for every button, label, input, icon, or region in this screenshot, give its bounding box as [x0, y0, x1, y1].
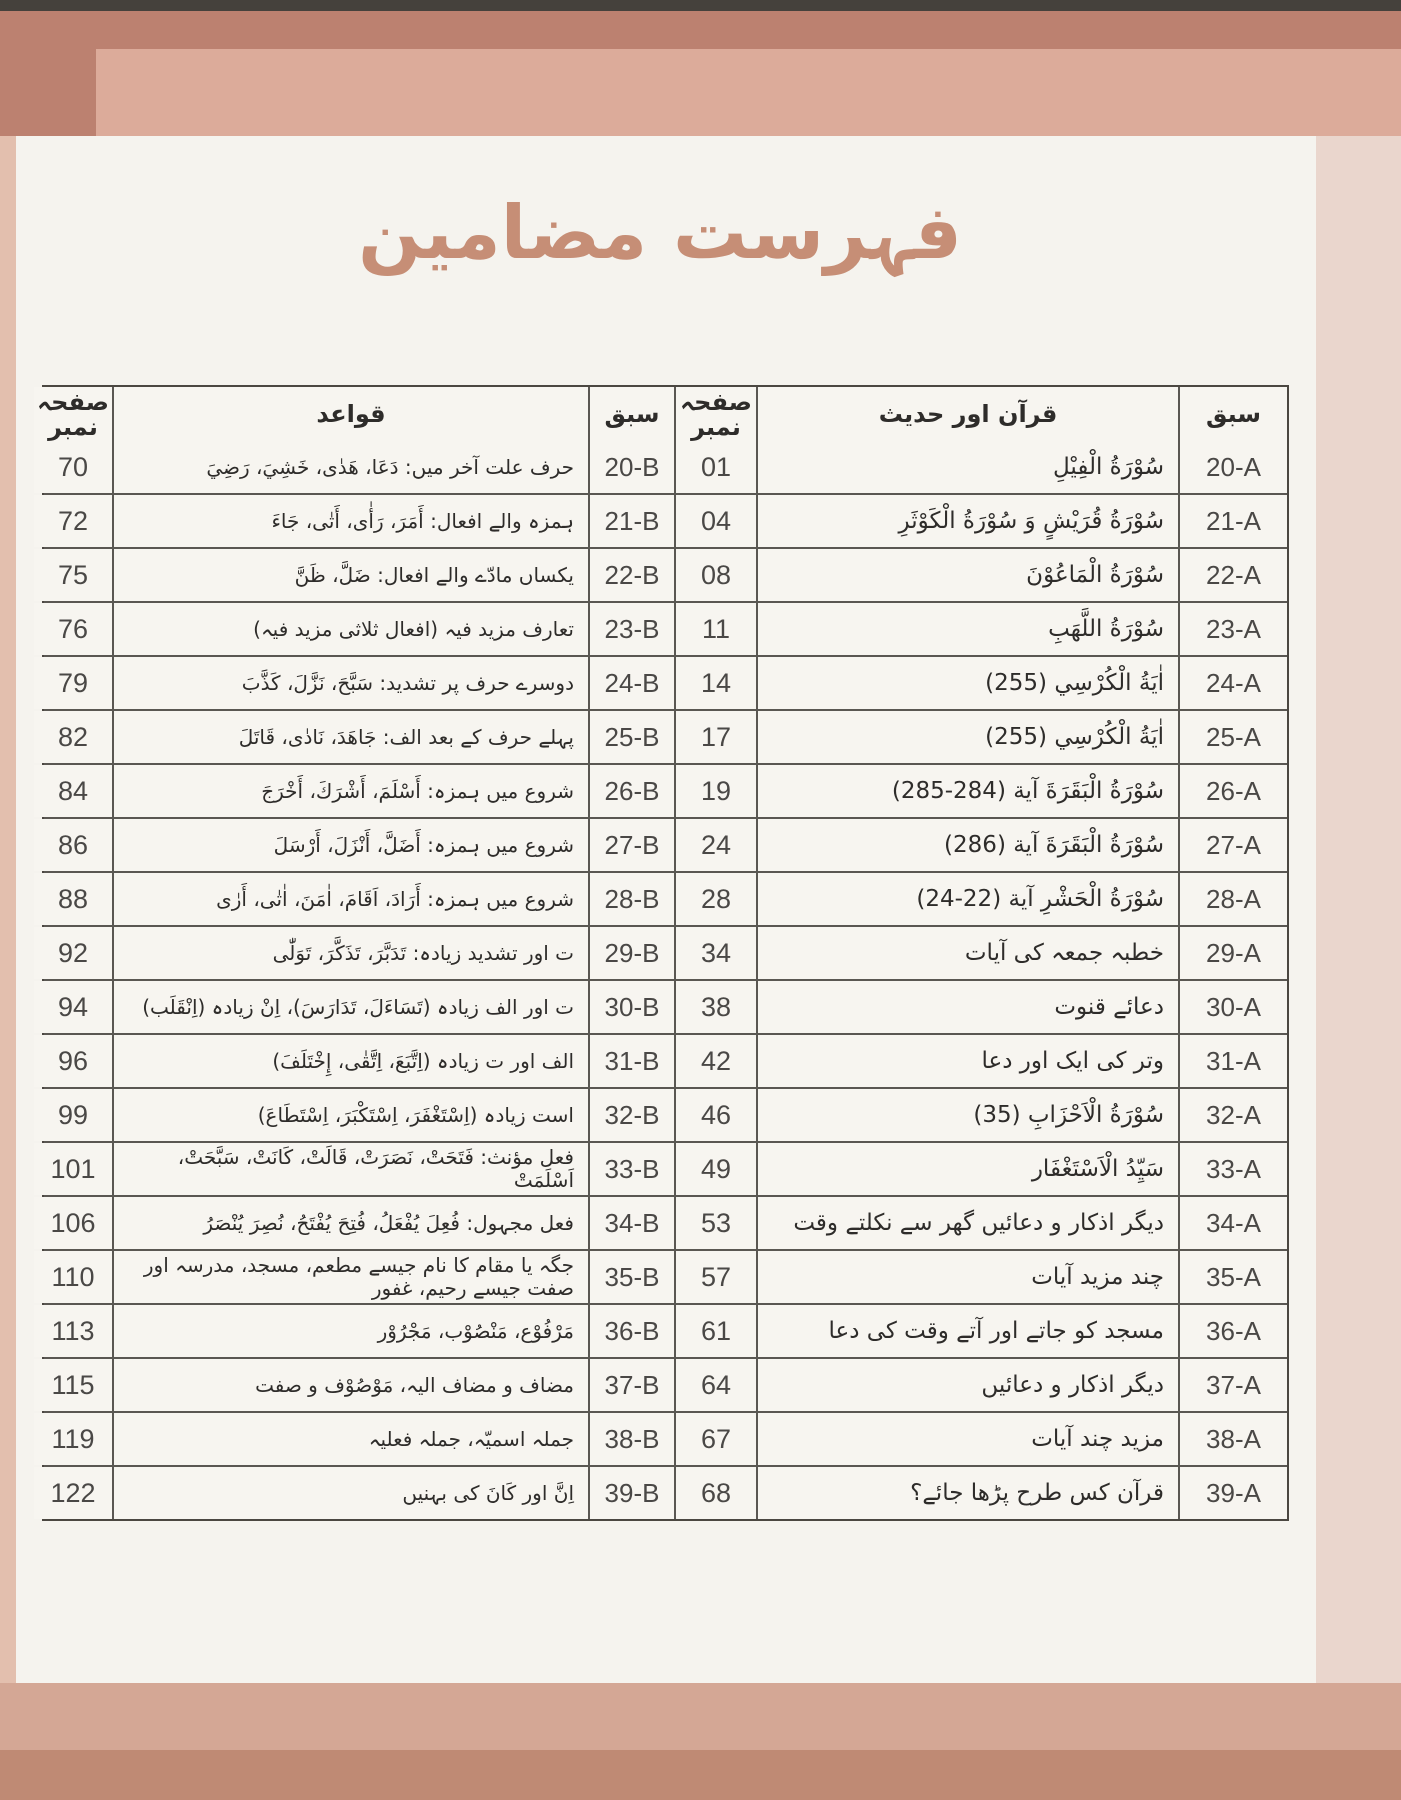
cell-qawaid: شروع میں ہمزہ: أَضَلَّ، أَنْزَلَ، أَرْسَلَ [114, 819, 588, 871]
cell-lesson-a: 37-A [1180, 1359, 1287, 1411]
cell-lesson-a: 28-A [1180, 873, 1287, 925]
cell-quran-hadith: دیگر اذکار و دعائیں [758, 1359, 1178, 1411]
cell-page-a: 67 [676, 1413, 756, 1465]
cell-qawaid: شروع میں ہمزہ: أَرَادَ، اَقَامَ، اٰمَنَ، اٰتٰى، أَرٰى [114, 873, 588, 925]
cell-page-b: 106 [34, 1197, 112, 1249]
cell-quran-hadith: اٰیَةُ الْكُرْسِي (255) [758, 657, 1178, 709]
cell-lesson-b: 32-B [590, 1089, 674, 1141]
cell-page-b: 101 [34, 1143, 112, 1195]
cell-lesson-b: 23-B [590, 603, 674, 655]
cell-lesson-b: 21-B [590, 495, 674, 547]
cell-page-b: 94 [34, 981, 112, 1033]
cell-qawaid: پہلے حرف کے بعد الف: جَاهَدَ، نَادٰى، قَاتَلَ [114, 711, 588, 763]
cell-page-b: 75 [34, 549, 112, 601]
cell-quran-hadith: سُوْرَةُ اللَّهَبِ [758, 603, 1178, 655]
cell-page-b: 119 [34, 1413, 112, 1465]
page-edge-band-bottom [0, 1683, 1401, 1750]
cell-lesson-b: 25-B [590, 711, 674, 763]
cell-page-b: 110 [34, 1251, 112, 1303]
header-qawaid: قواعد [114, 387, 588, 443]
cell-page-b: 113 [34, 1305, 112, 1357]
cell-page-a: 46 [676, 1089, 756, 1141]
photo-top-shadow [0, 0, 1401, 11]
cell-page-a: 08 [676, 549, 756, 601]
cell-lesson-a: 22-A [1180, 549, 1287, 601]
page-title: فہرست مضامین [358, 190, 962, 276]
cell-qawaid: مَرْفُوْع، مَنْصُوْب، مَجْرُوْر [114, 1305, 588, 1357]
cell-qawaid: فعل مجہول: فُعِلَ یُفْعَلُ، فُتِحَ یُفْتَحُ، نُصِرَ یُنْصَرُ [114, 1197, 588, 1249]
cell-page-b: 72 [34, 495, 112, 547]
cell-quran-hadith: سُوْرَةُ الْفِيْلِ [758, 441, 1178, 493]
cell-page-b: 82 [34, 711, 112, 763]
cell-quran-hadith: خطبہ جمعہ کی آیات [758, 927, 1178, 979]
cell-lesson-a: 30-A [1180, 981, 1287, 1033]
header-quran-hadith: قرآن اور حدیث [758, 387, 1178, 443]
cell-lesson-b: 24-B [590, 657, 674, 709]
cell-qawaid: اِنَّ اور كَانَ کی بہنیں [114, 1467, 588, 1519]
cell-quran-hadith: مزید چند آیات [758, 1413, 1178, 1465]
cell-page-a: 24 [676, 819, 756, 871]
cell-page-a: 49 [676, 1143, 756, 1195]
cell-qawaid: شروع میں ہمزہ: أَسْلَمَ، أَشْرَكَ، أَخْرَجَ [114, 765, 588, 817]
header-page-b: صفحہ نمبر [34, 387, 112, 443]
cell-qawaid: دوسرے حرف پر تشدید: سَبَّحَ، نَزَّلَ، كَذَّبَ [114, 657, 588, 709]
cell-page-b: 86 [34, 819, 112, 871]
cell-lesson-a: 20-A [1180, 441, 1287, 493]
page-edge-strip-right [1316, 136, 1401, 1683]
cell-page-b: 99 [34, 1089, 112, 1141]
cell-lesson-b: 33-B [590, 1143, 674, 1195]
cell-lesson-a: 27-A [1180, 819, 1287, 871]
cell-lesson-b: 39-B [590, 1467, 674, 1519]
cell-page-a: 11 [676, 603, 756, 655]
cell-lesson-a: 33-A [1180, 1143, 1287, 1195]
cell-lesson-b: 34-B [590, 1197, 674, 1249]
cell-page-a: 38 [676, 981, 756, 1033]
cell-page-a: 61 [676, 1305, 756, 1357]
cell-page-a: 64 [676, 1359, 756, 1411]
cell-qawaid: حرف علت آخر میں: دَعَا، هَدٰى، خَشِيَ، رَضِيَ [114, 441, 588, 493]
cell-page-b: 84 [34, 765, 112, 817]
cell-qawaid: ت اور الف زیادہ (تَسَاءَلَ، تَدَارَسَ)، اِنْ زیادہ (اِنْقَلَب) [114, 981, 588, 1033]
cell-lesson-a: 23-A [1180, 603, 1287, 655]
cell-qawaid: یکساں مادّے والے افعال: ضَلَّ، ظَنَّ [114, 549, 588, 601]
cell-page-a: 28 [676, 873, 756, 925]
cover-corner-top-left [0, 11, 96, 136]
cell-quran-hadith: چند مزید آیات [758, 1251, 1178, 1303]
cell-lesson-b: 27-B [590, 819, 674, 871]
cell-quran-hadith: سُوْرَةُ الْحَشْرِ آیة (22-24) [758, 873, 1178, 925]
cell-lesson-a: 21-A [1180, 495, 1287, 547]
cell-qawaid: ت اور تشدید زیادہ: تَدَبَّرَ، تَذَكَّرَ، تَوَلّٰى [114, 927, 588, 979]
cell-page-b: 76 [34, 603, 112, 655]
cell-qawaid: جملہ اسمیّہ، جملہ فعلیہ [114, 1413, 588, 1465]
cell-lesson-a: 34-A [1180, 1197, 1287, 1249]
cell-page-a: 17 [676, 711, 756, 763]
cell-lesson-b: 20-B [590, 441, 674, 493]
cell-page-b: 79 [34, 657, 112, 709]
cell-lesson-b: 29-B [590, 927, 674, 979]
cell-lesson-b: 28-B [590, 873, 674, 925]
cell-qawaid: ہمزہ والے افعال: أَمَرَ، رَأٰى، أَتٰى، جَاءَ [114, 495, 588, 547]
cell-page-a: 14 [676, 657, 756, 709]
toc-table [37, 385, 1289, 1521]
cell-page-b: 115 [34, 1359, 112, 1411]
cell-page-a: 01 [676, 441, 756, 493]
cell-quran-hadith: وتر کی ایک اور دعا [758, 1035, 1178, 1087]
cell-page-a: 42 [676, 1035, 756, 1087]
cell-lesson-a: 26-A [1180, 765, 1287, 817]
cell-page-b: 96 [34, 1035, 112, 1087]
cell-quran-hadith: قرآن کس طرح پڑھا جائے؟ [758, 1467, 1178, 1519]
cell-qawaid: الف اور ت زیادہ (اِتَّبَعَ، اِتَّقٰى، إِخْتَلَفَ) [114, 1035, 588, 1087]
cover-band-bottom [0, 1750, 1401, 1800]
cell-page-a: 04 [676, 495, 756, 547]
cell-quran-hadith: دعائے قنوت [758, 981, 1178, 1033]
cell-page-b: 92 [34, 927, 112, 979]
cell-lesson-b: 30-B [590, 981, 674, 1033]
cell-page-b: 70 [34, 441, 112, 493]
cell-lesson-b: 31-B [590, 1035, 674, 1087]
cell-lesson-a: 39-A [1180, 1467, 1287, 1519]
cell-quran-hadith: مسجد کو جاتے اور آتے وقت کی دعا [758, 1305, 1178, 1357]
cell-page-a: 57 [676, 1251, 756, 1303]
cell-lesson-a: 25-A [1180, 711, 1287, 763]
cell-lesson-a: 32-A [1180, 1089, 1287, 1141]
cell-lesson-a: 36-A [1180, 1305, 1287, 1357]
cell-lesson-b: 35-B [590, 1251, 674, 1303]
cover-strip-left [0, 136, 16, 1800]
cover-band-top [0, 11, 1401, 49]
cell-page-a: 34 [676, 927, 756, 979]
cell-lesson-b: 37-B [590, 1359, 674, 1411]
cell-page-a: 53 [676, 1197, 756, 1249]
cell-qawaid: است زیادہ (اِسْتَغْفَرَ، اِسْتَكْبَرَ، اِسْتَطَاعَ) [114, 1089, 588, 1141]
cell-lesson-b: 38-B [590, 1413, 674, 1465]
cell-lesson-a: 24-A [1180, 657, 1287, 709]
cell-lesson-a: 31-A [1180, 1035, 1287, 1087]
cell-quran-hadith: سُوْرَةُ الْبَقَرَةَ آیة (284-285) [758, 765, 1178, 817]
cell-qawaid: مضاف و مضاف الیہ، مَوْصُوْف و صفت [114, 1359, 588, 1411]
cell-lesson-b: 36-B [590, 1305, 674, 1357]
cell-page-a: 68 [676, 1467, 756, 1519]
cell-quran-hadith: دیگر اذکار و دعائیں گھر سے نکلتے وقت [758, 1197, 1178, 1249]
cell-quran-hadith: سَیِّدُ الْاَسْتَغْفَار [758, 1143, 1178, 1195]
cell-quran-hadith: سُوْرَةُ الْاَحْزَابِ (35) [758, 1089, 1178, 1141]
cell-quran-hadith: سُوْرَةُ قُرَيْشٍ وَ سُوْرَةُ الْكَوْثَرِ [758, 495, 1178, 547]
cell-page-a: 19 [676, 765, 756, 817]
cell-quran-hadith: سُوْرَةُ الْبَقَرَةَ آیة (286) [758, 819, 1178, 871]
cell-qawaid: تعارف مزید فیہ (افعال ثلاثی مزید فیہ) [114, 603, 588, 655]
page-edge-band-top [96, 49, 1401, 136]
cell-page-b: 122 [34, 1467, 112, 1519]
cell-page-b: 88 [34, 873, 112, 925]
cell-lesson-a: 35-A [1180, 1251, 1287, 1303]
header-lesson-a: سبق [1180, 387, 1287, 443]
header-page-a: صفحہ نمبر [676, 387, 756, 443]
cell-lesson-b: 22-B [590, 549, 674, 601]
cell-qawaid: جگہ یا مقام کا نام جیسے مطعم، مسجد، مدرسہ اور صفت جیسے رحیم، غفور [114, 1251, 588, 1303]
header-lesson-b: سبق [590, 387, 674, 443]
cell-quran-hadith: سُوْرَةُ الْمَاعُوْنَ [758, 549, 1178, 601]
cell-qawaid: فعل مؤنث: فَتَحَتْ، نَصَرَتْ، قَالَتْ، كَانَتْ، سَبَّحَتْ، اَسْلَمَتْ [114, 1143, 588, 1195]
cell-lesson-a: 38-A [1180, 1413, 1287, 1465]
cell-lesson-b: 26-B [590, 765, 674, 817]
cell-quran-hadith: اٰیَةُ الْكُرْسِي (255) [758, 711, 1178, 763]
cell-lesson-a: 29-A [1180, 927, 1287, 979]
